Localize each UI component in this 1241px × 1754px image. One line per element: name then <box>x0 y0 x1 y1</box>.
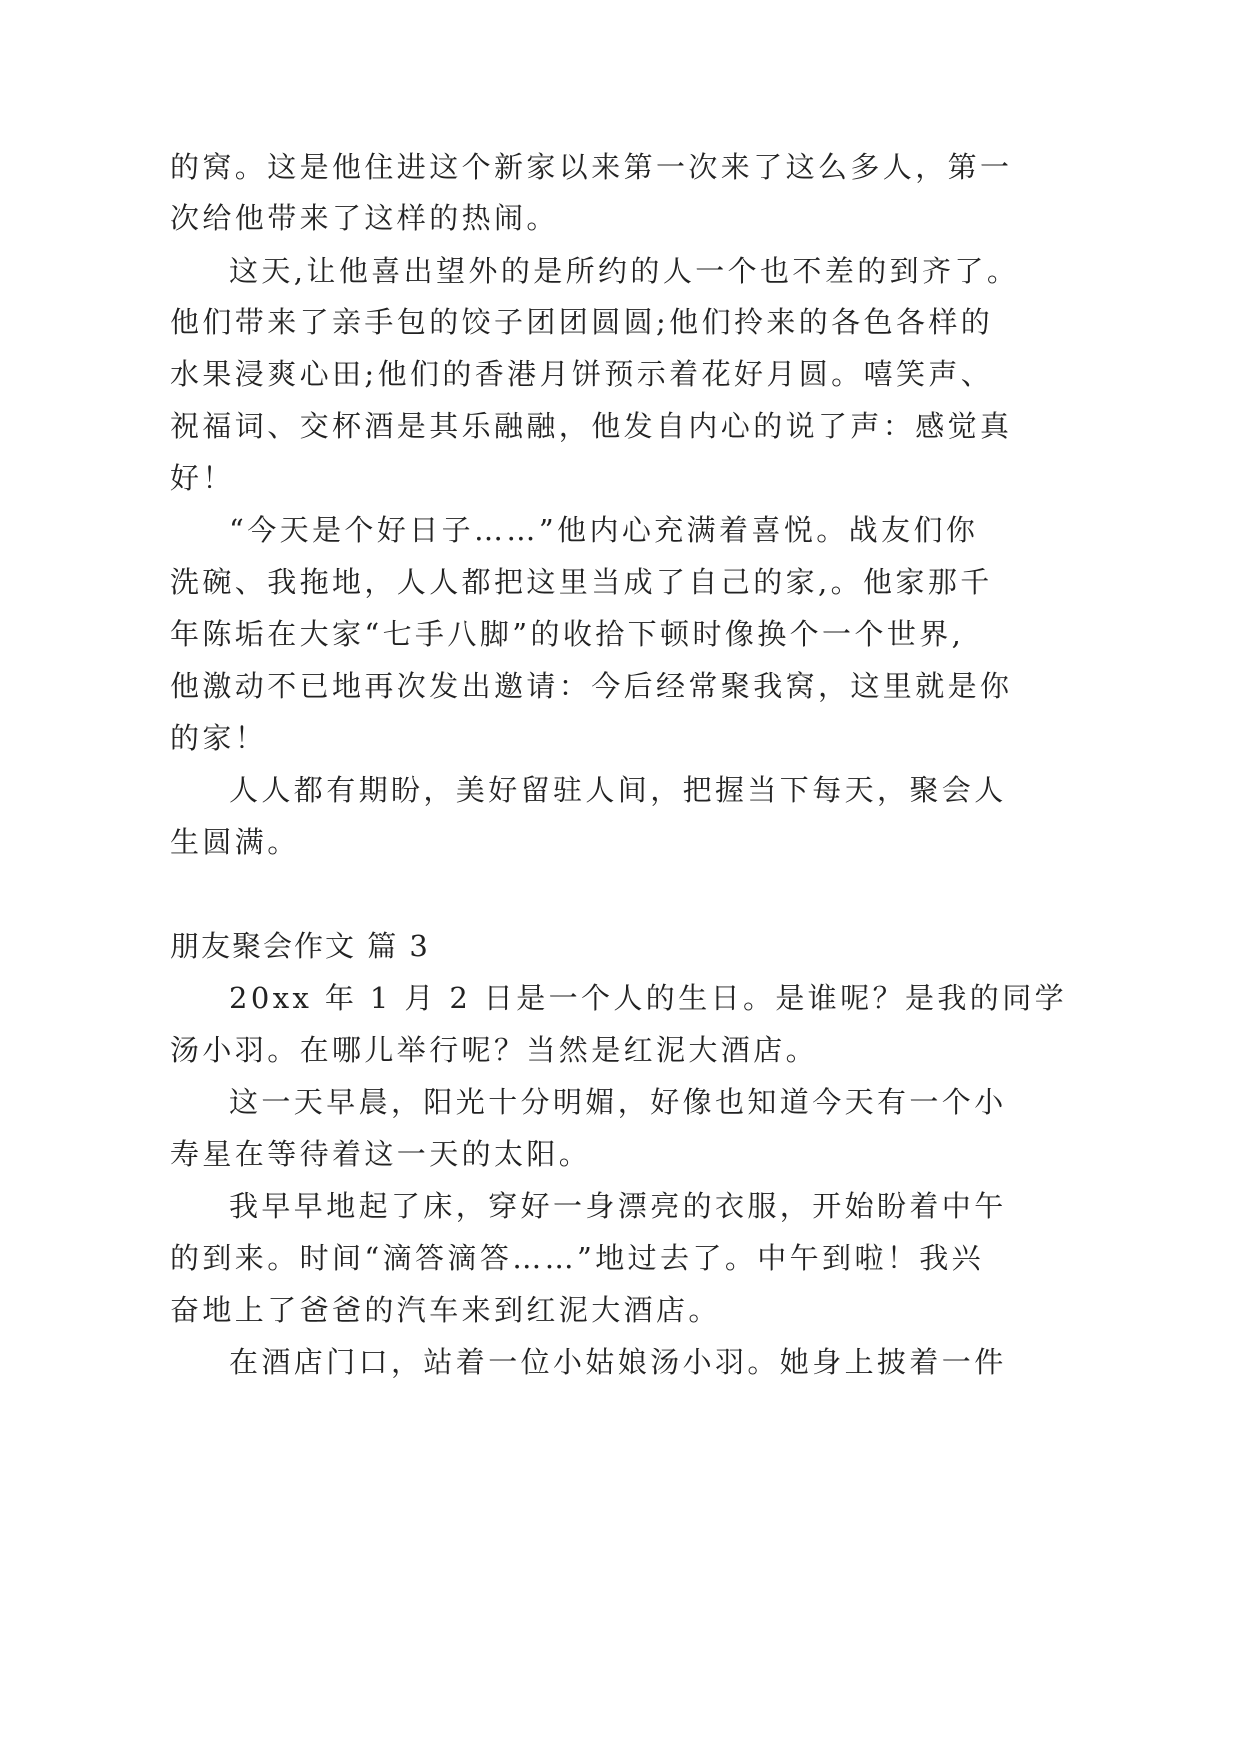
text-line: 汤小羽。在哪儿举行呢？当然是红泥大酒店。 <box>170 1033 819 1067</box>
text-line: 人人都有期盼，美好留驻人间，把握当下每天，聚会人 <box>229 773 1007 807</box>
text-line: 奋地上了爸爸的汽车来到红泥大酒店。 <box>170 1293 721 1327</box>
text-line: 年陈垢在大家“七手八脚”的收拾下顿时像换个一个世界, <box>170 617 965 651</box>
text-line: 生圆满。 <box>170 825 300 859</box>
text-line: 祝福词、交杯酒是其乐融融，他发自内心的说了声：感觉真 <box>170 409 1013 443</box>
text-line: 在酒店门口，站着一位小姑娘汤小羽。她身上披着一件 <box>229 1345 1007 1379</box>
text-line: 他们带来了亲手包的饺子团团圆圆;他们拎来的各色各样的 <box>170 305 994 339</box>
text-line: 这一天早晨，阳光十分明媚，好像也知道今天有一个小 <box>229 1085 1007 1119</box>
text-line: 的到来。时间“滴答滴答……”地过去了。中午到啦！我兴 <box>170 1241 985 1275</box>
text-line: 他激动不已地再次发出邀请：今后经常聚我窝，这里就是你 <box>170 669 1013 703</box>
text-line: 洗碗、我拖地，人人都把这里当成了自己的家,。他家那千 <box>170 565 993 599</box>
text-line: 寿星在等待着这一天的太阳。 <box>170 1137 592 1171</box>
text-line: 次给他带来了这样的热闹。 <box>170 201 559 235</box>
text-line: 这天,让他喜出望外的是所约的人一个也不差的到齐了。 <box>229 254 1020 288</box>
text-line: 好！ <box>170 461 235 495</box>
text-line: 水果浸爽心田;他们的香港月饼预示着花好月圆。嘻笑声、 <box>170 357 994 391</box>
text-line: 的窝。这是他住进这个新家以来第一次来了这么多人，第一 <box>170 150 1013 184</box>
text-line: 我早早地起了床，穿好一身漂亮的衣服，开始盼着中午 <box>229 1189 1007 1223</box>
text-line: 20xx 年 1 月 2 日是一个人的生日。是谁呢？是我的同学 <box>229 981 1068 1015</box>
section-heading: 朋友聚会作文 篇 3 <box>170 929 430 963</box>
text-line: 的家！ <box>170 721 268 755</box>
text-line: “今天是个好日子……”他内心充满着喜悦。战友们你 <box>229 513 979 547</box>
